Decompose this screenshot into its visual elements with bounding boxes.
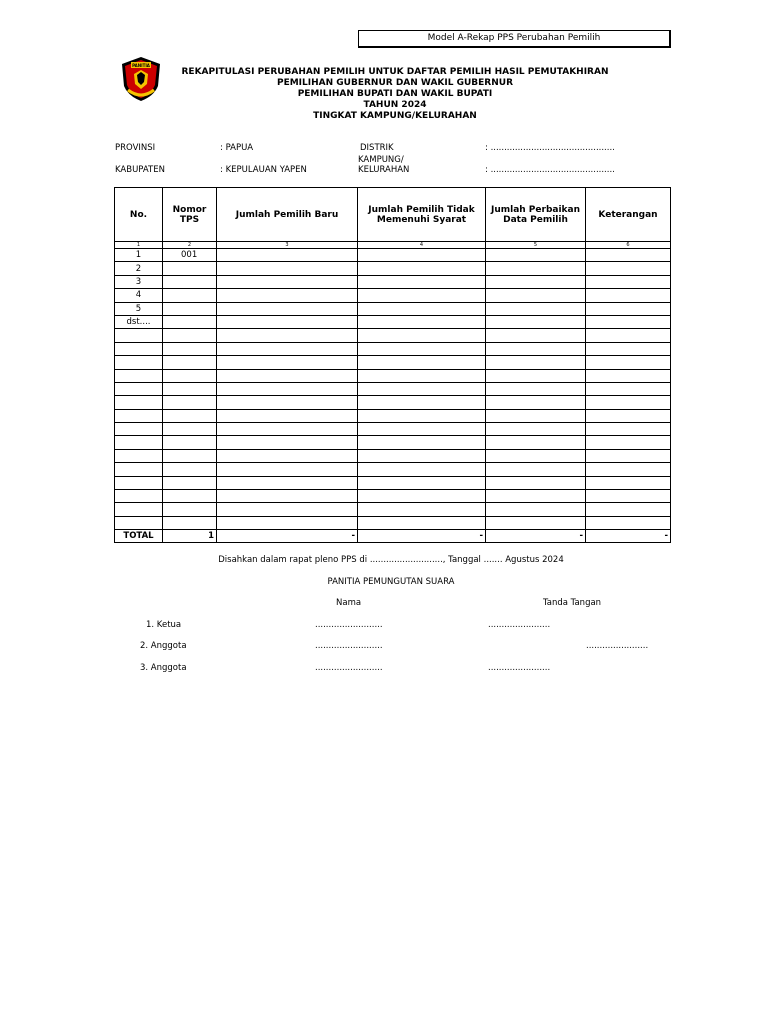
signatory-role: 1. Ketua	[146, 620, 182, 630]
table-cell	[486, 409, 586, 422]
row-number-cell	[115, 356, 163, 369]
table-cell	[217, 423, 358, 436]
table-cell	[586, 315, 671, 328]
kabupaten-label: KABUPATEN	[115, 165, 165, 175]
total-cell: -	[217, 530, 358, 543]
table-cell	[358, 369, 486, 382]
table-cell	[358, 463, 486, 476]
table-cell	[586, 423, 671, 436]
table-cell	[586, 262, 671, 275]
table-cell	[486, 423, 586, 436]
recap-table	[114, 187, 671, 543]
provinsi-value: : PAPUA	[220, 143, 254, 153]
distrik-value: : ..............................................	[485, 143, 615, 153]
tps-number-cell	[163, 503, 217, 516]
table-cell	[358, 249, 486, 262]
table-cell	[586, 382, 671, 395]
signature-line: .......................	[586, 641, 649, 651]
row-number-cell	[115, 423, 163, 436]
kabupaten-value: : KEPULAUAN YAPEN	[220, 165, 307, 175]
signature-line: .......................	[488, 663, 551, 673]
table-cell	[586, 329, 671, 342]
table-cell	[358, 262, 486, 275]
signature-line: .......................	[488, 620, 551, 630]
provinsi-label: PROVINSI	[115, 143, 156, 153]
table-cell	[217, 463, 358, 476]
table-cell	[358, 302, 486, 315]
column-number: 2	[163, 242, 217, 249]
table-cell	[586, 342, 671, 355]
row-number-cell	[115, 516, 163, 529]
tps-number-cell	[163, 329, 217, 342]
table-cell	[586, 249, 671, 262]
signatory-name-line: .........................	[315, 663, 383, 673]
table-cell	[486, 329, 586, 342]
column-number: 5	[486, 242, 586, 249]
table-cell	[586, 463, 671, 476]
table-cell	[358, 275, 486, 288]
table-cell	[486, 476, 586, 489]
validation-statement: Disahkan dalam rapat pleno PPS di ..........................., Tanggal ....... Agustus 2024	[218, 555, 564, 565]
tps-number-cell	[163, 369, 217, 382]
table-cell	[217, 275, 358, 288]
table-row	[115, 423, 671, 436]
table-row	[115, 516, 671, 529]
title-line: REKAPITULASI PERUBAHAN PEMILIH UNTUK DAFTAR PEMILIH HASIL PEMUTAKHIRAN	[181, 67, 609, 77]
title-line: TINGKAT KAMPUNG/KELURAHAN	[313, 111, 477, 121]
table-cell	[358, 356, 486, 369]
table-cell	[486, 449, 586, 462]
total-label: TOTAL	[115, 530, 163, 543]
table-cell	[217, 476, 358, 489]
header-pemilih-baru: Jumlah Pemilih Baru	[217, 188, 358, 242]
table-cell	[486, 396, 586, 409]
table-cell	[358, 516, 486, 529]
table-cell	[217, 342, 358, 355]
table-cell	[486, 490, 586, 503]
table-cell	[586, 302, 671, 315]
table-body	[115, 249, 671, 530]
table-row	[115, 342, 671, 355]
name-header: Nama	[336, 598, 362, 608]
table-cell	[586, 409, 671, 422]
row-number-cell	[115, 449, 163, 462]
header-perbaikan-data: Jumlah Perbaikan Data Pemilih	[486, 188, 586, 242]
table-cell	[586, 476, 671, 489]
title-line: TAHUN 2024	[363, 100, 427, 110]
table-row	[115, 490, 671, 503]
tps-number-cell	[163, 382, 217, 395]
table-cell	[586, 490, 671, 503]
signatory-name-line: .........................	[315, 620, 383, 630]
row-number-cell	[115, 476, 163, 489]
row-number-cell: 1	[115, 249, 163, 262]
distrik-label: DISTRIK	[360, 143, 394, 153]
column-number: 1	[115, 242, 163, 249]
table-cell	[586, 369, 671, 382]
table-cell	[358, 409, 486, 422]
table-row	[115, 476, 671, 489]
table-cell	[358, 449, 486, 462]
row-number-cell	[115, 369, 163, 382]
table-row	[115, 302, 671, 315]
tps-number-cell	[163, 490, 217, 503]
table-cell	[217, 315, 358, 328]
tps-number-cell: 001	[163, 249, 217, 262]
table-cell	[358, 329, 486, 342]
table-cell	[358, 490, 486, 503]
table-row	[115, 369, 671, 382]
table-cell	[217, 369, 358, 382]
row-number-cell	[115, 436, 163, 449]
logo-text: PANITIA	[132, 63, 150, 68]
tps-number-cell	[163, 302, 217, 315]
table-cell	[217, 396, 358, 409]
table-cell	[486, 369, 586, 382]
table-cell	[586, 503, 671, 516]
table-cell	[586, 356, 671, 369]
column-number: 6	[586, 242, 671, 249]
kelurahan-label: KELURAHAN	[358, 165, 410, 175]
row-number-cell	[115, 382, 163, 395]
table-cell	[358, 476, 486, 489]
table-row	[115, 382, 671, 395]
total-cell: -	[586, 530, 671, 543]
row-number-cell: 5	[115, 302, 163, 315]
table-cell	[217, 302, 358, 315]
row-number-cell	[115, 490, 163, 503]
row-number-cell	[115, 463, 163, 476]
table-cell	[486, 249, 586, 262]
title-line: PEMILIHAN GUBERNUR DAN WAKIL GUBERNUR	[276, 78, 514, 88]
table-cell	[217, 409, 358, 422]
table-row	[115, 503, 671, 516]
table-cell	[358, 315, 486, 328]
table-cell	[217, 356, 358, 369]
title-line: PEMILIHAN BUPATI DAN WAKIL BUPATI	[297, 89, 493, 99]
document-title	[170, 67, 620, 122]
total-cell: -	[486, 530, 586, 543]
table-cell	[217, 490, 358, 503]
table-cell	[217, 503, 358, 516]
tps-number-cell	[163, 409, 217, 422]
column-number: 4	[358, 242, 486, 249]
table-cell	[486, 356, 586, 369]
tps-number-cell	[163, 463, 217, 476]
table-row	[115, 436, 671, 449]
kampung-value: : ..............................................	[485, 165, 615, 175]
table-row	[115, 356, 671, 369]
tps-number-cell	[163, 289, 217, 302]
table-row	[115, 463, 671, 476]
table-row	[115, 289, 671, 302]
tps-number-cell	[163, 449, 217, 462]
tps-number-cell	[163, 423, 217, 436]
row-number-cell: 3	[115, 275, 163, 288]
table-cell	[217, 382, 358, 395]
table-cell	[586, 436, 671, 449]
table-cell	[358, 436, 486, 449]
table-row	[115, 275, 671, 288]
table-row	[115, 262, 671, 275]
table-cell	[586, 275, 671, 288]
signatory-name-line: .........................	[315, 641, 383, 651]
tps-number-cell	[163, 275, 217, 288]
total-cell: -	[358, 530, 486, 543]
table-row	[115, 449, 671, 462]
table-cell	[586, 516, 671, 529]
row-number-cell: 2	[115, 262, 163, 275]
table-cell	[586, 396, 671, 409]
row-number-cell: dst....	[115, 315, 163, 328]
table-cell	[486, 315, 586, 328]
table-cell	[486, 463, 586, 476]
row-number-cell	[115, 396, 163, 409]
table-cell	[486, 275, 586, 288]
table-cell	[217, 449, 358, 462]
tps-number-cell	[163, 315, 217, 328]
table-cell	[486, 503, 586, 516]
table-cell	[358, 342, 486, 355]
table-cell	[217, 262, 358, 275]
table-cell	[358, 289, 486, 302]
row-number-cell: 4	[115, 289, 163, 302]
tps-number-cell	[163, 396, 217, 409]
signature-header: Tanda Tangan	[543, 598, 602, 608]
table-row	[115, 329, 671, 342]
column-number: 3	[217, 242, 358, 249]
signatory-role: 2. Anggota	[140, 641, 187, 651]
total-row	[115, 530, 671, 543]
header-no: No.	[115, 188, 163, 242]
header-tidak-memenuhi-syarat: Jumlah Pemilih Tidak Memenuhi Syarat	[358, 188, 486, 242]
header-nomor-tps: Nomor TPS	[163, 188, 217, 242]
committee-title: PANITIA PEMUNGUTAN SUARA	[327, 577, 455, 587]
header-keterangan: Keterangan	[586, 188, 671, 242]
row-number-cell	[115, 342, 163, 355]
table-cell	[217, 249, 358, 262]
signatory-role: 3. Anggota	[140, 663, 187, 673]
tps-number-cell	[163, 436, 217, 449]
table-cell	[486, 516, 586, 529]
table-cell	[486, 382, 586, 395]
table-cell	[486, 289, 586, 302]
table-cell	[486, 262, 586, 275]
table-cell	[217, 329, 358, 342]
table-cell	[486, 342, 586, 355]
table-cell	[217, 516, 358, 529]
table-cell	[358, 423, 486, 436]
tps-number-cell	[163, 476, 217, 489]
row-number-cell	[115, 409, 163, 422]
table-cell	[486, 436, 586, 449]
table-cell	[486, 302, 586, 315]
tps-number-cell	[163, 262, 217, 275]
table-row	[115, 396, 671, 409]
total-cell: 1	[163, 530, 217, 543]
table-cell	[358, 382, 486, 395]
table-cell	[586, 449, 671, 462]
table-row	[115, 249, 671, 262]
table-cell	[358, 503, 486, 516]
row-number-cell	[115, 503, 163, 516]
table-row	[115, 315, 671, 328]
row-number-cell	[115, 329, 163, 342]
tps-number-cell	[163, 342, 217, 355]
kpu-emblem-icon	[120, 56, 162, 102]
table-cell	[217, 436, 358, 449]
table-row	[115, 409, 671, 422]
tps-number-cell	[163, 356, 217, 369]
tps-number-cell	[163, 516, 217, 529]
table-cell	[586, 289, 671, 302]
form-code-box: Model A-Rekap PPS Perubahan Pemilih	[358, 30, 671, 48]
table-cell	[358, 396, 486, 409]
kampung-label: KAMPUNG/	[358, 155, 404, 165]
table-cell	[217, 289, 358, 302]
